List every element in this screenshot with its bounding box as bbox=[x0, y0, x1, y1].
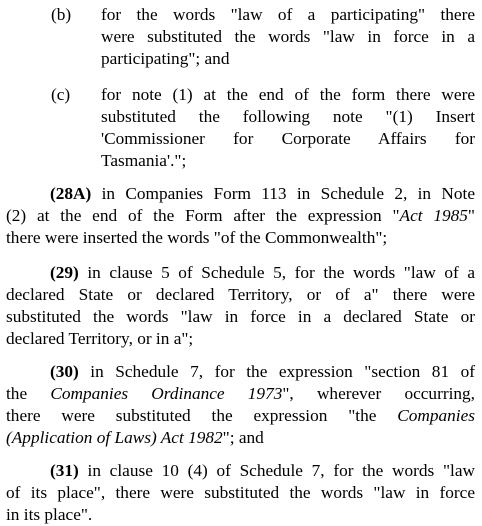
paragraph-28a bbox=[6, 183, 475, 249]
text-line bbox=[6, 460, 475, 482]
paragraph-number: (28A) bbox=[50, 184, 92, 203]
text-run: (2) at the end of the Form after the expression " bbox=[6, 206, 400, 225]
item-marker: (c) bbox=[51, 85, 71, 104]
text-line: 'Commissioner for Corporate Affairs for bbox=[101, 129, 475, 148]
text-run: ", wherever occurring, bbox=[282, 384, 475, 403]
text-run: " bbox=[467, 206, 475, 225]
text-line bbox=[6, 427, 475, 449]
text-line bbox=[6, 262, 475, 284]
text-line bbox=[6, 405, 475, 427]
text-line: substituted the following note "(1) Insert bbox=[101, 107, 475, 126]
text-run: the bbox=[6, 384, 51, 403]
text-line bbox=[6, 183, 475, 205]
italic-text: Companies bbox=[397, 406, 475, 425]
text-run: in clause 5 of Schedule 5, for the words "law of a bbox=[78, 263, 475, 282]
text-line: there were inserted the words "of the Commonwealth"; bbox=[6, 228, 388, 247]
text-line: declared Territory, or in a"; bbox=[6, 329, 194, 348]
text-line: participating"; and bbox=[101, 49, 230, 68]
text-line: were substituted the words "law in force in a bbox=[101, 27, 475, 46]
text-run: in clause 10 (4) of Schedule 7, for the words "law bbox=[78, 461, 475, 480]
text-line: of its place", there were substituted the words "law in force bbox=[6, 483, 475, 502]
paragraph-30 bbox=[6, 361, 475, 449]
text-run: "; and bbox=[222, 428, 264, 447]
paragraph-number: (31) bbox=[50, 461, 79, 480]
item-text bbox=[101, 4, 475, 70]
italic-text: (Application of Laws) Act 1982 bbox=[6, 428, 223, 447]
italic-text: Act 1985 bbox=[399, 206, 468, 225]
text-run: in Companies Form 113 in Schedule 2, in Note bbox=[91, 184, 475, 203]
paragraph-29 bbox=[6, 262, 475, 350]
text-line: Tasmania'."; bbox=[101, 151, 187, 170]
text-line: for note (1) at the end of the form there were bbox=[101, 85, 475, 104]
text-line: in its place". bbox=[6, 505, 93, 524]
text-line bbox=[6, 383, 475, 405]
text-run: there were substituted the expression "the bbox=[6, 406, 398, 425]
text-line bbox=[6, 205, 475, 227]
text-run: in Schedule 7, for the expression "section 81 of bbox=[78, 362, 475, 381]
item-text bbox=[101, 84, 475, 172]
item-marker: (b) bbox=[51, 5, 72, 24]
text-line: substituted the words "law in force in a declared State or bbox=[6, 307, 475, 326]
paragraph-31 bbox=[6, 460, 475, 526]
text-line: declared State or declared Territory, or of a" there were bbox=[6, 285, 475, 304]
text-line bbox=[6, 361, 475, 383]
paragraph-number: (29) bbox=[50, 263, 79, 282]
text-line: for the words "law of a participating" there bbox=[101, 5, 475, 24]
italic-text: Companies Ordinance 1973 bbox=[50, 384, 283, 403]
paragraph-number: (30) bbox=[50, 362, 79, 381]
